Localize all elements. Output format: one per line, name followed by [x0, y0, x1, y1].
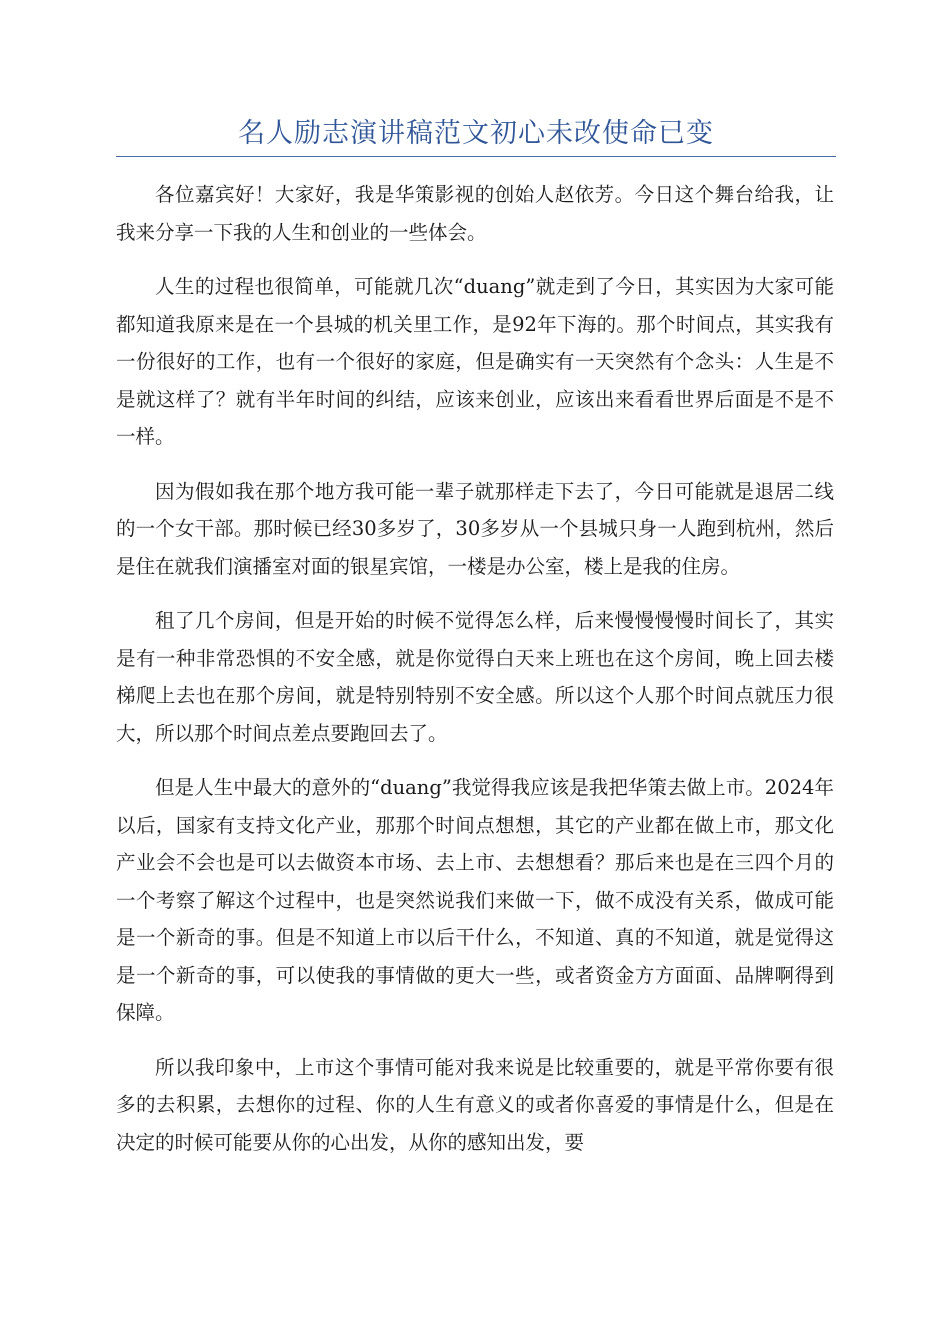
paragraph-5: 但是人生中最大的意外的“duang”我觉得我应该是我把华策去做上市。2024年以后，国家有支持文化产业，那那个时间点想想，其它的产业都在做上市，那文化产业会不会也是可以去做资本市场、去上市、去想想看？那后来也是在三四个月的一个考察了解这个过程中，也是突然说我们来做一下，做不成没有关系，做成可能是一个新奇的事。但是不知道上市以后干什么，不知道、真的不知道，就是觉得这是一个新奇的事，可以使我的事情做的更大一些，或者资金方方面面、品牌啊得到保障。 — [116, 776, 834, 1024]
document-body — [116, 176, 834, 1178]
paragraph-2: 人生的过程也很简单，可能就几次“duang”就走到了今日，其实因为大家可能都知道我原来是在一个县城的机关里工作，是92年下海的。那个时间点，其实我有一份很好的工作，也有一个很好的家庭，但是确实有一天突然有个念头：人生是不是就这样了？就有半年时间的纠结，应该来创业，应该出来看看世界后面是不是不一样。 — [116, 275, 834, 448]
paragraph-1: 各位嘉宾好！大家好，我是华策影视的创始人赵依芳。今日这个舞台给我，让我来分享一下我的人生和创业的一些体会。 — [116, 183, 834, 244]
title-block — [116, 112, 836, 157]
paragraph-6: 所以我印象中，上市这个事情可能对我来说是比较重要的，就是平常你要有很多的去积累，去想你的过程、你的人生有意义的或者你喜爱的事情是什么，但是在决定的时候可能要从你的心出发，从你的感知出发，要 — [116, 1055, 834, 1154]
paragraph-4: 租了几个房间，但是开始的时候不觉得怎么样，后来慢慢慢慢时间长了，其实是有一种非常恐惧的不安全感，就是你觉得白天来上班也在这个房间，晚上回去楼梯爬上去也在那个房间，就是特别特别不安全感。所以这个人那个时间点就压力很大，所以那个时间点差点要跑回去了。 — [116, 609, 834, 745]
paragraph-3: 因为假如我在那个地方我可能一辈子就那样走下去了，今日可能就是退居二线的一个女干部。那时候已经30多岁了，30多岁从一个县城只身一人跑到杭州，然后是住在就我们演播室对面的银星宾馆，一楼是办公室，楼上是我的住房。 — [116, 479, 834, 578]
page-title: 名人励志演讲稿范文初心未改使命已变 — [238, 118, 714, 149]
